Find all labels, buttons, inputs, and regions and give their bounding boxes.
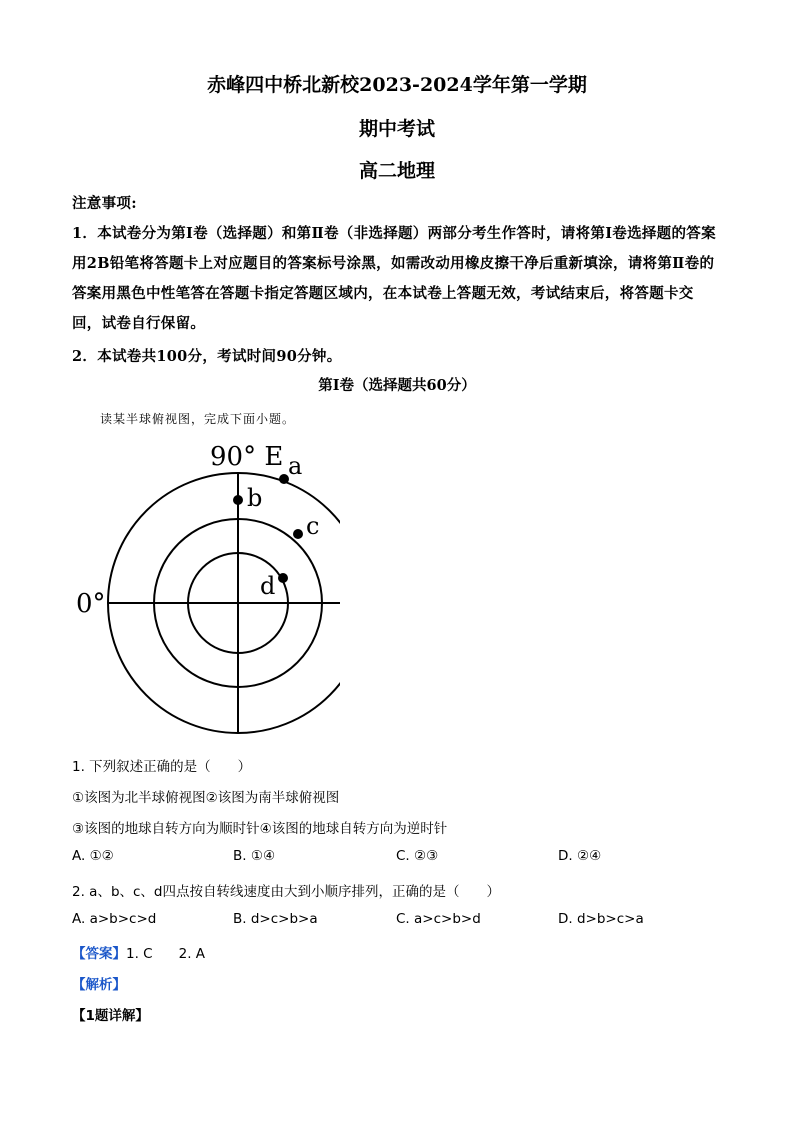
question-1-option-c: C. ②③ [396,848,439,864]
question-2-option-a: A. a>b>c>d [72,911,157,927]
point-d-dot [278,573,288,583]
figure-intro: 读某半球俯视图，完成下面小题。 [100,412,296,426]
question-1-statement-2: ③该图的地球自转方向为顺时针④该图的地球自转方向为逆时针 [72,821,448,837]
question-2-option-b: B. d>c>b>a [233,911,318,927]
question-2-option-d: D. d>b>c>a [558,911,644,927]
point-d-label: d [260,572,276,600]
question-1-option-b: B. ①④ [233,848,276,864]
point-b-dot [233,495,243,505]
answer-q1: 1. C [126,946,153,962]
notice-heading: 注意事项: [72,195,137,212]
point-a-label: a [288,452,303,480]
question-2-stem: 2. a、b、c、d四点按自转线速度由大到小顺序排列，正确的是（ ） [72,884,501,900]
answer-line [72,942,205,962]
point-b-label: b [247,484,263,512]
point-c-label: c [306,512,320,540]
hemisphere-diagram [60,430,340,740]
section-title: 第Ⅰ卷（选择题共60分） [318,377,476,394]
subject-title: 高二地理 [358,160,435,182]
exam-title: 期中考试 [358,118,435,140]
notice-item-2: 2．本试卷共100分，考试时间90分钟。 [72,348,342,365]
question-2-option-c: C. a>c>b>d [396,911,481,927]
analysis-label: 【解析】 [72,977,126,993]
point-c-dot [293,529,303,539]
question-1-option-d: D. ②④ [558,848,602,864]
analysis-line [72,973,126,993]
label-90e: 90° E [210,442,284,472]
notice-item-1: 1．本试卷分为第Ⅰ卷（选择题）和第Ⅱ卷（非选择题）两部分考生作答时，请将第Ⅰ卷选择题的答案用2B铅笔将答题卡上对应题目的答案标号涂黑，如需改动用橡皮擦干净后重新填涂，请将第Ⅱ卷的答案用黑色中性笔答在答题卡指定答题区域内，在本试卷上答题无效，考试结束后，将答题卡交回，试卷自行保留。 [72,225,716,332]
question-1-option-a: A. ①② [72,848,114,864]
label-0-degree: 0° [76,589,106,619]
school-title: 赤峰四中桥北新校2023-2024学年第一学期 [207,74,587,96]
question-1-statement-1: ①该图为北半球俯视图②该图为南半球俯视图 [72,790,340,806]
answer-label: 【答案】 [72,946,126,962]
detail-heading: 【1题详解】 [72,1008,149,1024]
answer-q2: 2. A [178,946,206,962]
question-1-stem: 1. 下列叙述正确的是（ ） [72,759,252,775]
